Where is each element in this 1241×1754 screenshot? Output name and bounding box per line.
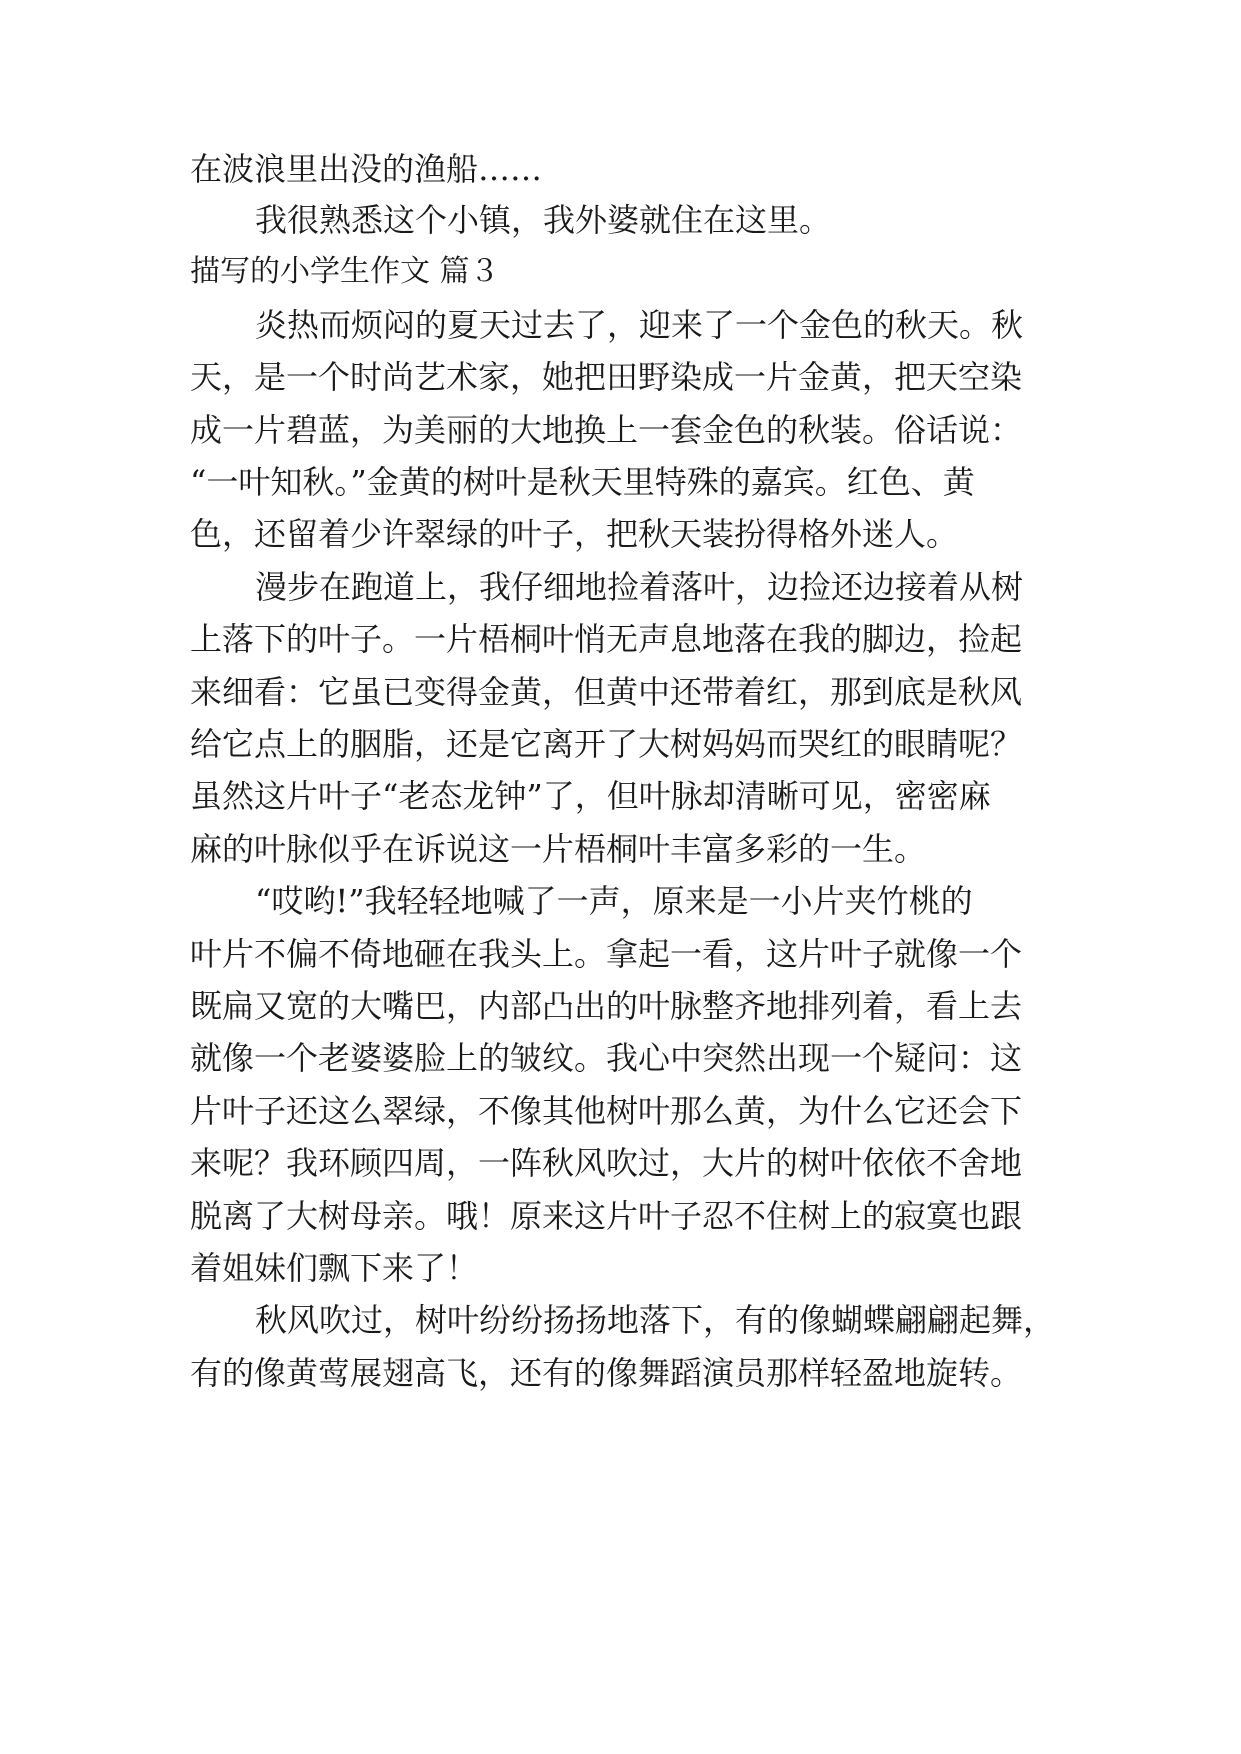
paragraph-line: 上落下的叶子。一片梧桐叶悄无声息地落在我的脚边，捡起 [190, 620, 1023, 658]
continuation-line: 我很熟悉这个小镇，我外婆就住在这里。 [255, 201, 832, 239]
paragraph-line: 秋风吹过，树叶纷纷扬扬地落下，有的像蝴蝶翩翩起舞， [255, 1301, 1056, 1339]
paragraph-line: 麻的叶脉似乎在诉说这一片梧桐叶丰富多彩的一生。 [190, 830, 927, 868]
paragraph-line: 色，还留着少许翠绿的叶子，把秋天装扮得格外迷人。 [190, 515, 959, 553]
paragraph-line: 就像一个老婆婆脸上的皱纹。我心中突然出现一个疑问：这 [190, 1039, 1023, 1077]
paragraph-line: 漫步在跑道上，我仔细地捡着落叶，边捡还边接着从树 [255, 568, 1024, 606]
paragraph-line: 天，是一个时尚艺术家，她把田野染成一片金黄，把天空染 [190, 358, 1023, 396]
paragraph-line: 给它点上的胭脂，还是它离开了大树妈妈而哭红的眼睛呢？ [190, 725, 1023, 763]
paragraph-line: 有的像黄莺展翅高飞，还有的像舞蹈演员那样轻盈地旋转。 [190, 1354, 1023, 1392]
paragraph-line: “一叶知秋。”金黄的树叶是秋天里特殊的嘉宾。红色、黄 [190, 463, 975, 501]
paragraph-line: 片叶子还这么翠绿，不像其他树叶那么黄，为什么它还会下 [190, 1092, 1023, 1130]
paragraph-line: 成一片碧蓝，为美丽的大地换上一套金色的秋装。俗话说： [190, 411, 1023, 449]
paragraph-line: 着姐妹们飘下来了！ [190, 1249, 479, 1287]
section-heading: 描写的小学生作文 篇３ [190, 254, 500, 289]
paragraph-line: 虽然这片叶子“老态龙钟”了，但叶脉却清晰可见，密密麻 [190, 777, 991, 815]
continuation-line: 在波浪里出没的渔船…… [190, 150, 543, 188]
paragraph-line: 叶片不偏不倚地砸在我头上。拿起一看，这片叶子就像一个 [190, 935, 1023, 973]
paragraph-line: 脱离了大树母亲。哦！原来这片叶子忍不住树上的寂寞也跟 [190, 1197, 1023, 1235]
paragraph-line: “哎哟!”我轻轻地喊了一声，原来是一小片夹竹桃的 [255, 882, 973, 920]
paragraph-line: 来细看：它虽已变得金黄，但黄中还带着红，那到底是秋风 [190, 673, 1023, 711]
paragraph-line: 炎热而烦闷的夏天过去了，迎来了一个金色的秋天。秋 [255, 306, 1024, 344]
paragraph-line: 来呢？我环顾四周，一阵秋风吹过，大片的树叶依依不舍地 [190, 1144, 1023, 1182]
paragraph-line: 既扁又宽的大嘴巴，内部凸出的叶脉整齐地排列着，看上去 [190, 987, 1023, 1025]
